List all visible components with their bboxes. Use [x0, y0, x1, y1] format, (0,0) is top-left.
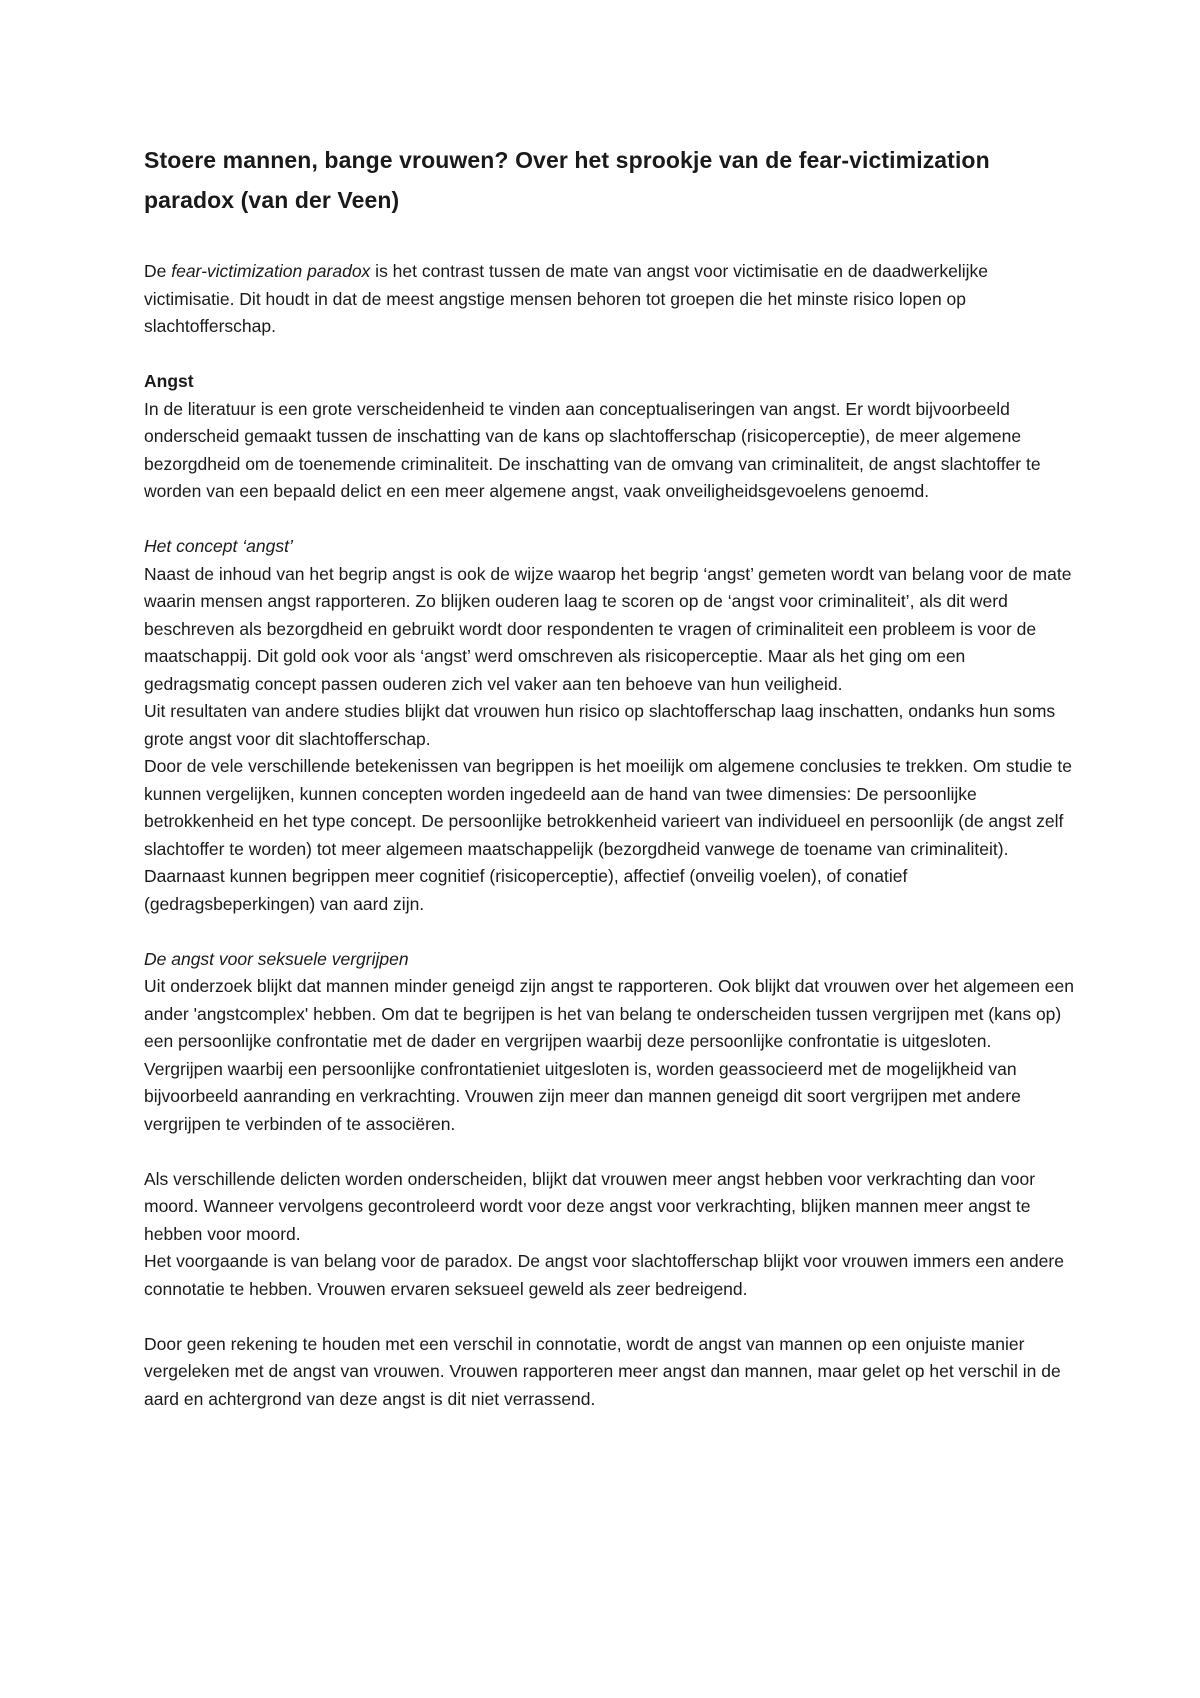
paragraph-angst: In de literatuur is een grote verscheidenheid te vinden aan conceptualiseringen van angst. Er wordt bijvoorbeeld onderscheid gemaakt tussen de inschatting van de kans op slachtofferschap (risicoperceptie), de meer algemene bezorgdheid om de toenemende criminaliteit. De inschatting van de omvang van criminaliteit, de angst slachtoffer te worden van een bepaald delict en een meer algemene angst, vaak onveiligheidsgevoelens genoemd. — [144, 398, 1041, 501]
spacer — [144, 1138, 1074, 1166]
document-page — [144, 140, 1074, 1413]
document-title: Stoere mannen, bange vrouwen? Over het sprookje van de fear-victimization paradox (van der Veen) — [144, 147, 990, 213]
spacer — [144, 918, 1074, 946]
spacer — [144, 341, 1074, 369]
paragraph-delicten-1: Als verschillende delicten worden onderscheiden, blijkt dat vrouwen meer angst hebben voor verkrachting dan voor moord. Wanneer vervolgens gecontroleerd wordt voor deze angst voor verkrachting, blijken mannen meer angst te hebben voor moord. — [144, 1168, 1036, 1244]
section-heading-seksueel: De angst voor seksuele vergrijpen — [144, 948, 409, 969]
section-heading-concept: Het concept ‘angst’ — [144, 536, 293, 556]
intro-lead: De — [144, 261, 172, 281]
paragraph-concept-3: Door de vele verschillende betekenissen van begrippen is het moeilijk om algemene conclusies te trekken. Om studie te kunnen vergelijken, kunnen concepten worden ingedeeld aan de hand van twee dimensies: De persoonlijke betrokkenheid en het type concept. De persoonlijke betrokkenheid varieert van individueel en persoonlijk (de angst zelf slachtoffer te worden) tot meer algemeen maatschappelijk (bezorgdheid vanwege de toename van criminaliteit). Daarnaast kunnen begrippen meer cognitief (risicoperceptie), affectief (onveilig voelen), of conatief (gedragsbeperkingen) van aard zijn. — [144, 756, 1072, 914]
intro-paragraph — [144, 258, 1074, 341]
paragraph-delicten-2: Het voorgaande is van belang voor de paradox. De angst voor slachtofferschap blijkt voor vrouwen immers een andere connotatie te hebben. Vrouwen ervaren seksueel geweld als zeer bedreigend. — [144, 1251, 1064, 1299]
spacer — [144, 506, 1074, 534]
paragraph-concept-1: Naast de inhoud van het begrip angst is ook de wijze waarop het begrip ‘angst’ gemeten wordt van belang voor de mate waarin mensen angst rapporteren. Zo blijken ouderen laag te scoren op de ‘angst voor criminaliteit’, als dit werd beschreven als bezorgdheid en gebruikt wordt door respondenten te vragen of criminaliteit een probleem is voor de maatschappij. Dit gold ook voor als ‘angst’ werd omschreven als risicoperceptie. Maar als het ging om een gedragsmatig concept passen ouderen zich vel vaker aan ten behoeve van hun veiligheid. — [144, 563, 1072, 694]
paragraph-concept-2: Uit resultaten van andere studies blijkt dat vrouwen hun risico op slachtofferschap laag inschatten, ondanks hun soms grote angst voor dit slachtofferschap. — [144, 701, 1056, 749]
spacer — [144, 1303, 1074, 1331]
intro-rest: is het contrast tussen de mate van angst voor victimisatie en de daadwerkelijke victimisatie. Dit houdt in dat de meest angstige mensen behoren tot groepen die het minste risico lopen op slachtofferschap. — [144, 261, 988, 336]
intro-term: fear-victimization paradox — [171, 261, 371, 281]
section-heading-angst: Angst — [144, 371, 194, 391]
paragraph-conclusion: Door geen rekening te houden met een verschil in connotatie, wordt de angst van mannen op een onjuiste manier vergeleken met de angst van vrouwen. Vrouwen rapporteren meer angst dan mannen, maar gelet op het verschil in de aard en achtergrond van deze angst is dit niet verrassend. — [144, 1333, 1061, 1409]
paragraph-seksueel: Uit onderzoek blijkt dat mannen minder geneigd zijn angst te rapporteren. Ook blijkt dat vrouwen over het algemeen een ander 'angstcomplex' hebben. Om dat te begrijpen is het van belang te onderscheiden tussen vergrijpen met (kans op) een persoonlijke confrontatie met de dader en vergrijpen waarbij deze persoonlijke confrontatie is uitgesloten. Vergrijpen waarbij een persoonlijke confrontatieniet uitgesloten is, worden geassocieerd met de mogelijkheid van bijvoorbeeld aanranding en verkrachting. Vrouwen zijn meer dan mannen geneigd dit soort vergrijpen met andere vergrijpen te verbinden of te associëren. — [144, 976, 1074, 1134]
